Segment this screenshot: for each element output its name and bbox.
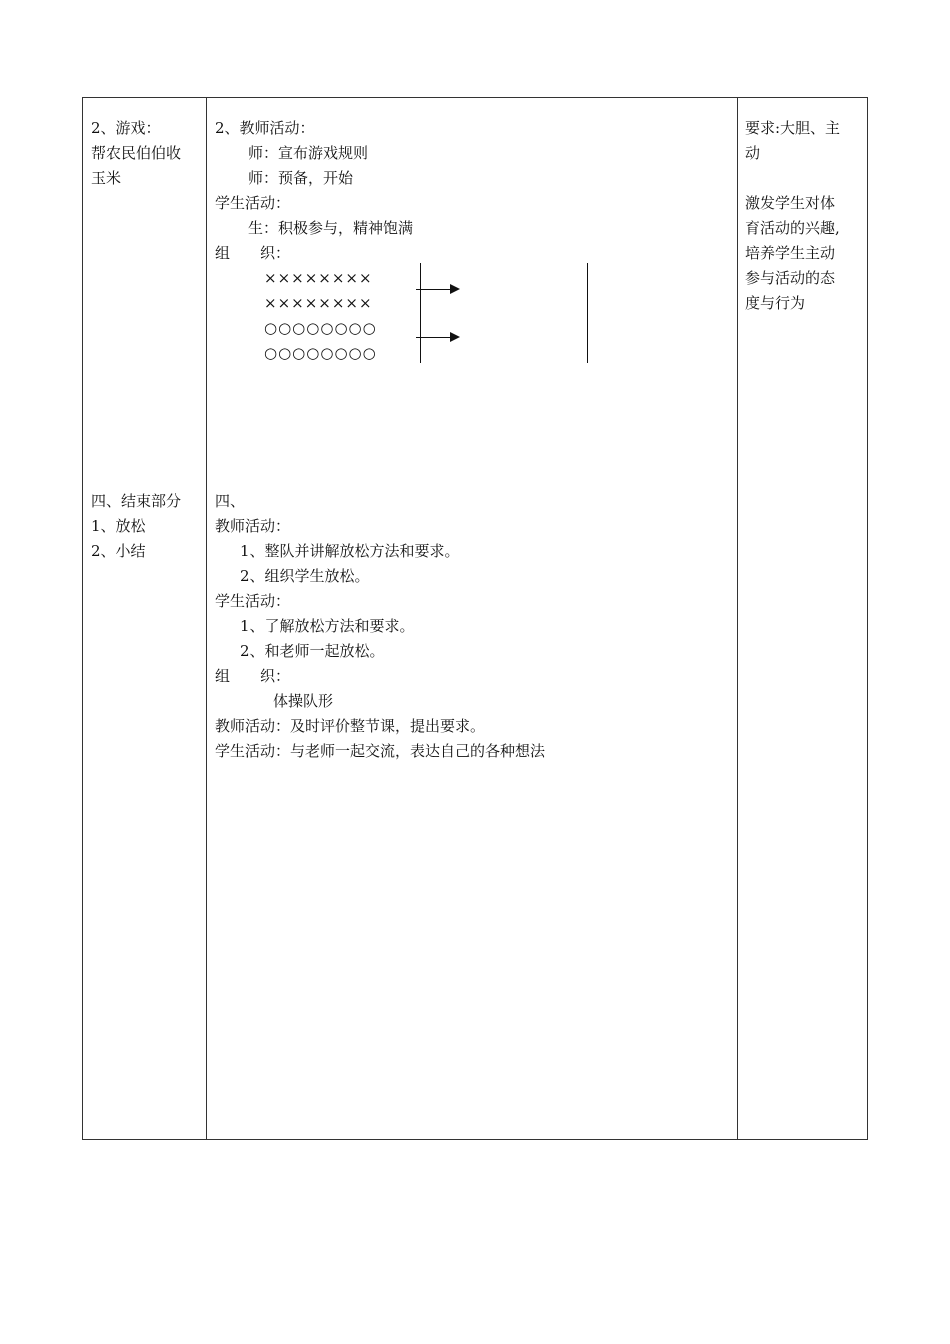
start-line xyxy=(420,263,421,363)
finish-line xyxy=(587,263,588,363)
requirement-column xyxy=(737,98,867,1139)
game-name: 玉米 xyxy=(91,169,122,187)
goal-line: 激发学生对体 xyxy=(745,194,836,212)
game-title: 2、游戏： xyxy=(91,119,161,137)
end-formation: 体操队形 xyxy=(273,692,334,710)
lesson-plan-table xyxy=(82,97,868,1140)
teacher-heading: 2、教师活动： xyxy=(215,119,315,137)
goal-line: 培养学生主动 xyxy=(745,244,836,262)
end-student-item: 2、和老师一起放松。 xyxy=(240,642,385,660)
end-student-heading: 学生活动： xyxy=(215,592,291,610)
end-student-item: 1、了解放松方法和要求。 xyxy=(240,617,415,635)
arrow-right-icon xyxy=(450,284,460,294)
summary-teacher: 教师活动：及时评价整节课，提出要求。 xyxy=(215,717,486,735)
student-heading: 学生活动： xyxy=(215,194,291,212)
organize-label: 组 织： xyxy=(215,244,291,262)
summary-student: 学生活动：与老师一起交流，表达自己的各种想法 xyxy=(215,742,546,760)
formation-row: ○○○○○○○○ xyxy=(264,319,377,337)
end-teacher-heading: 教师活动： xyxy=(215,517,291,535)
end-heading: 四、 xyxy=(215,492,246,510)
formation-row: ×××××××× xyxy=(264,269,373,287)
arrow-line xyxy=(416,289,452,290)
goal-line: 育活动的兴趣, xyxy=(745,219,840,237)
goal-line: 度与行为 xyxy=(745,294,806,312)
end-teacher-item: 2、组织学生放松。 xyxy=(240,567,370,585)
teacher-line: 师：预备，开始 xyxy=(248,169,354,187)
teacher-line: 师：宣布游戏规则 xyxy=(248,144,369,162)
end-item: 1、放松 xyxy=(91,517,146,535)
game-name: 帮农民伯伯收 xyxy=(91,144,182,162)
goal-line: 参与活动的态 xyxy=(745,269,836,287)
end-teacher-item: 1、整队并讲解放松方法和要求。 xyxy=(240,542,460,560)
formation-row: ○○○○○○○○ xyxy=(264,344,377,362)
requirement-line: 动 xyxy=(745,144,761,162)
student-line: 生：积极参与，精神饱满 xyxy=(248,219,414,237)
arrow-right-icon xyxy=(450,332,460,342)
end-section-title: 四、结束部分 xyxy=(91,492,182,510)
arrow-line xyxy=(416,337,452,338)
end-organize-label: 组 织： xyxy=(215,667,291,685)
requirement-line: 要求:大胆、主 xyxy=(745,119,841,137)
section-column xyxy=(83,98,206,1139)
formation-row: ×××××××× xyxy=(264,294,373,312)
activity-column xyxy=(206,98,737,1139)
end-item: 2、小结 xyxy=(91,542,146,560)
